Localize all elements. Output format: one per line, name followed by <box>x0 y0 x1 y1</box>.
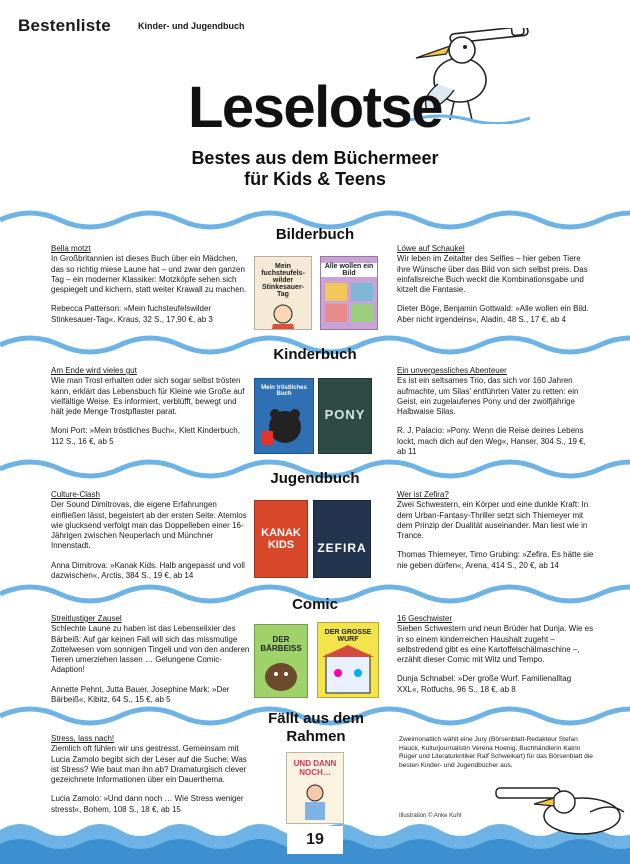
review-citation: Annette Pehnt, Jutta Bauer, Josephine Mark: »Der Bärbeiß«, Kibitz, 64 S., 15 €, ab 5 <box>51 684 230 705</box>
book-cover <box>318 378 372 454</box>
review-citation: R. J. Palacio: »Pony. Wenn die Reise deines Lebens lockt, mach dich auf den Weg«, Hanser, 304 S., 19 €, ab 11 <box>397 426 586 457</box>
book-cover-title: PONY <box>324 407 366 422</box>
book-cover <box>254 500 308 578</box>
review-text: Wie man Trost erhalten oder sich sogar selbst trösten kann, erklärt das Lebensbuch für Kleine wie Große auf vielfältige Weise. Es informiert, verblüfft, bewegt und hält jede Menge Trostpflaster parat. <box>51 376 245 417</box>
review-citation: Moni Port: »Mein tröstliches Buch«, Klett Kinderbuch, 112 S., 16 €, ab 5 <box>51 426 240 446</box>
review-title: Löwe auf Schaukel <box>397 244 465 253</box>
review-title: Culture-Clash <box>51 490 100 499</box>
review-left <box>51 490 251 581</box>
book-cover-title: KANAK KIDS <box>261 527 301 551</box>
book-cover-title: DER BÄRBEISS <box>260 635 302 653</box>
column-logo: Leselotse <box>187 75 443 140</box>
review-citation: Dunja Schnabel: »Der große Wurf. Familienalltag XXL«, Rotfuchs, 96 S., 18 €, ab 8 <box>397 674 572 694</box>
review-text: Der Sound Dimitrovas, die eigene Erfahrungen einfließen lässt, begeistert ab der ersten Seite: Atemlos wie glucksend verfolgt man das Doppelleben einer 16-Jährigen zwischen Neuperlach und Münchner Innenstadt. <box>51 500 247 551</box>
category-heading: Kinderbuch <box>273 346 357 363</box>
review-title: Wer ist Zefira? <box>397 490 449 499</box>
review-text: Sieben Schwestern und neun Brüder hat Dunja. Wie es in so einem kinderreichen Haushalt zugeht – selbstredend gibt es eine Kartoffelschälmaschine –, erzählt dieser Comic mit Witz und Tempo. <box>397 624 594 665</box>
book-cover <box>254 624 308 698</box>
family-house-illustration <box>318 645 378 697</box>
jury-note: Zweimonatlich wählt eine Jury (Börsenblatt-Redakteur Stefan Hauck, Kulturjournalistin Verena Hoenig, Buchhändlerin Katrin Rüger und Literaturkritiker Ralf Schweikart) für das Börsenblatt die besten Kinder- und Jugendbücher aus. <box>399 736 593 769</box>
book-cover <box>320 256 378 330</box>
review-text: In Großbritannien ist dieses Buch über ein Mädchen, das so richtig miese Laune hat – und zwar den ganzen Tag – ein moderner Klassiker: Motzköpfe sehen sich gespiegelt und kichern, statt weiter Krawall zu machen. <box>51 254 247 295</box>
review-title: Am Ende wird vieles gut <box>51 366 137 375</box>
review-citation: Lucia Zamolo: »Und dann noch … Wie Stress weniger stresst«, Bohem, 108 S., 18 €, ab 15 <box>51 794 244 814</box>
review-title: 16 Geschwister <box>397 614 453 623</box>
review-title: Bella motzt <box>51 244 91 253</box>
book-cover-title: UND DANN NOCH… <box>293 759 337 777</box>
review-citation: Thomas Thiemeyer, Timo Grubing: »Zefira. Es hätte sie nie geben dürfen«, Arena, 414 S., 20 €, ab 14 <box>397 550 594 570</box>
book-cover-title: DER GROSSE WURF <box>324 629 372 643</box>
review-right <box>397 244 593 325</box>
review-right <box>397 614 595 695</box>
review-left <box>51 244 251 325</box>
review-citation: Anna Dimitrova: »Kanak Kids. Halb angepasst und voll dazwischen«, Arctis, 384 S., 19 €, ab 14 <box>51 560 245 581</box>
book-cover-title: Mein fuchsteufels-wilder Stinkesauer-Tag <box>261 263 305 298</box>
review-left <box>51 366 251 447</box>
book-cover-title: ZEFIRA <box>317 541 367 555</box>
book-cover-title: Alle wollen ein Bild <box>321 263 377 277</box>
book-cover <box>317 622 379 698</box>
review-title: Streitlustiger Zausel <box>51 614 122 623</box>
review-text: Es ist ein seltsames Trio, das sich vor 160 Jahren aufmachte, um Silas' entführten Vater zu retten: ein Geist, ein zugelaufenes Pony und der zwölfjährige Halbwaise Silas. <box>397 376 579 417</box>
bear-illustration <box>255 401 313 451</box>
book-cover <box>313 500 371 578</box>
review-citation: Rebecca Patterson: »Mein fuchsteufelswilder Stinkesauer-Tag«. Kraus, 32 S., 17,90 €, ab 3 <box>51 304 213 324</box>
category-heading: Bilderbuch <box>275 226 355 243</box>
tagline-line: für Kids & Teens <box>244 169 386 189</box>
category-heading: Fällt aus dem Rahmen <box>268 710 364 745</box>
tagline-line: Bestes aus dem Büchermeer <box>191 148 439 168</box>
review-citation: Dieter Böge, Benjamin Gottwald: »Alle wollen ein Bild. Aber nicht irgendeins«, Aladin, 48 S., 17 €, ab 4 <box>397 304 589 324</box>
category-heading: Comic <box>292 596 338 613</box>
illustration-credit: Illustration © Anke Kuhl <box>399 813 462 819</box>
girl-illustration <box>255 300 311 330</box>
review-right <box>397 490 595 571</box>
section-subtitle: Kinder- und Jugendbuch <box>138 21 245 31</box>
review-text: Wir leben im Zeitalter des Selfies – hier geben Tiere ihre Wünsche über das Bild von sich selbst preis. Das einfallsreiche Buch weckt die Kombinationsgabe und kitzelt die Fantasie. <box>397 254 588 295</box>
review-title: Stress, lass nach! <box>51 734 115 743</box>
creature-illustration <box>255 655 307 695</box>
category-heading: Jugendbuch <box>270 470 360 487</box>
book-cover <box>254 378 314 454</box>
review-title: Ein unvergessliches Abenteuer <box>397 366 507 375</box>
review-text: Zwei Schwestern, ein Körper und eine dunkle Kraft: In dem Urban-Fantasy-Thriller setzt sich Thiemeyer mit dem Prinzip der Dualität auseinander. Man liest wie in Trance. <box>397 500 589 541</box>
column-tagline <box>0 148 630 190</box>
book-cover <box>254 256 312 330</box>
animal-grid-illustration <box>321 281 377 325</box>
review-text: Ziemlich oft fühlen wir uns gestresst. Gemeinsam mit Lucia Zamolo begibt sich der Leser auf die Suche: Was ist Stress? Wie baut man ihn ab? Dramaturgisch clever gezeichnete Informationen über ein Dauerthema. <box>51 744 247 785</box>
review-right <box>397 366 595 457</box>
review-left <box>51 614 251 705</box>
book-cover-title: Mein tröstliches Buch <box>261 385 307 397</box>
section-title: Bestenliste <box>18 16 111 35</box>
review-text: Schlechte Laune zu haben ist das Lebenselixier des Bärbeiß: Auf gar keinen Fall will sich das missmutige Zottelwesen vom sonnigen Tingeli und von den anderen Tieren umerziehen lassen … Gelungene Comic-Adaption! <box>51 624 250 675</box>
page-number: 19 <box>306 831 324 848</box>
